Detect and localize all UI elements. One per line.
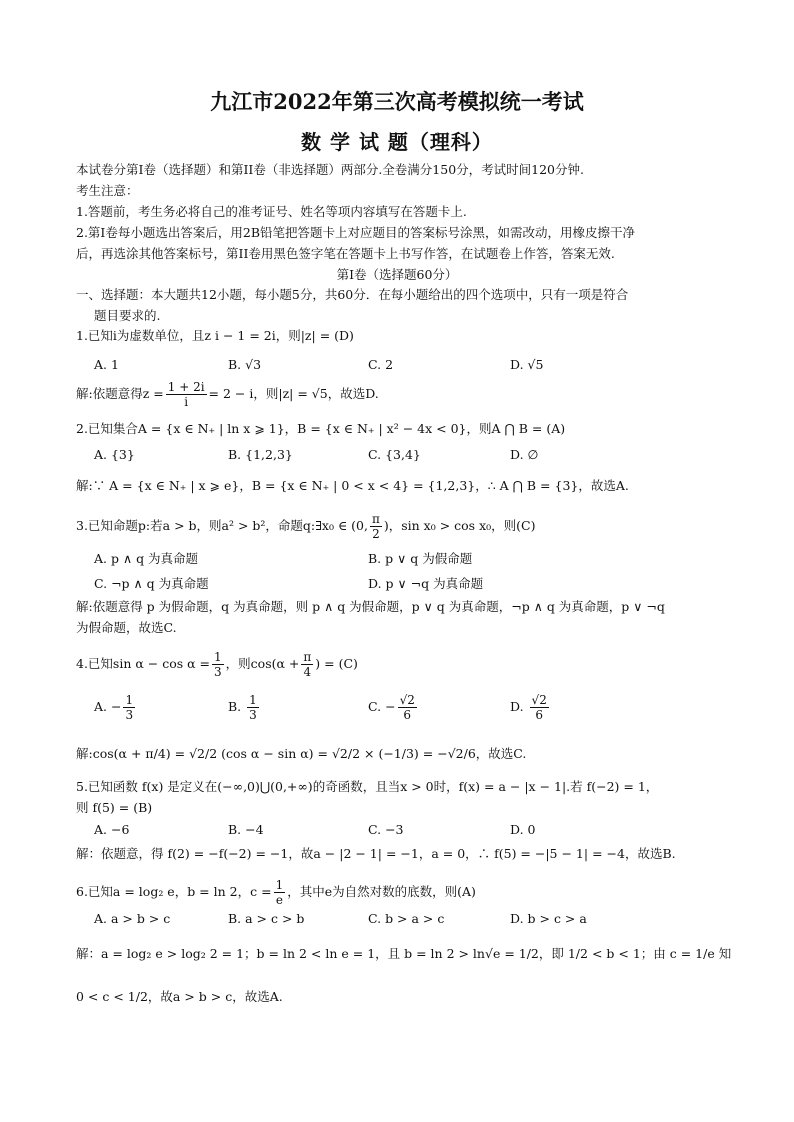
q3-option-d: D. p ∨ ¬q 为真命题 xyxy=(368,576,484,591)
q3-solution-2: 为假命题，故选C. xyxy=(76,620,177,635)
note-2b: 后，再选涂其他答案标号，第II卷用黑色签字笔在答题卡上书写作答，在试题卷上作答，答案无效. xyxy=(76,246,615,261)
q3-stem-numerator: π xyxy=(371,512,380,526)
q4-stem-denominator: 3 xyxy=(214,665,222,679)
q4-option-d-label: D. xyxy=(510,699,524,714)
q6-option-b: B. a > c > b xyxy=(228,911,305,926)
q1-option-b: B. √3 xyxy=(228,357,262,372)
note-1: 1.答题前，考生务必将自己的准考证号、姓名等项内容填写在答题卡上. xyxy=(76,204,467,219)
q6-stem-pre: 6.已知a = log₂ e，b = ln 2，c = xyxy=(76,884,272,899)
q4-stem-mid: ，则cos(α + xyxy=(225,656,300,671)
q6-stem xyxy=(76,878,476,907)
q6-stem-fraction xyxy=(274,878,286,907)
q4-option-b-label: B. xyxy=(228,699,242,714)
q4-stem xyxy=(76,650,358,679)
q6-stem-post: ，其中e为自然对数的底数，则(A) xyxy=(287,884,476,899)
q5-option-a: A. −6 xyxy=(94,822,130,837)
q3-stem-pre: 3.已知命题p:若a > b，则a² > b²，命题q:∃x₀ ∈ (0, xyxy=(76,518,368,533)
q4-option-c-den: 6 xyxy=(403,708,412,722)
q5-solution: 解：依题意，得 f(2) = −f(−2) = −1，故a − |2 − 1| = −1，a = 0，∴ f(5) = −|5 − 1| = −4，故选B. xyxy=(76,846,676,861)
q1-sol-pre: 解:依题意得z = xyxy=(76,386,164,401)
q1-option-c: C. 2 xyxy=(368,357,394,372)
q3-solution-1: 解:依题意得 p 为假命题，q 为真命题，则 p ∧ q 为假命题，p ∨ q 为真命题，¬p ∧ q 为真命题，p ∨ ¬q xyxy=(76,599,665,614)
notice-title: 考生注意： xyxy=(76,183,139,198)
q1-option-d: D. √5 xyxy=(510,357,544,372)
q6-solution-1: 解：a = log₂ e > log₂ 2 = 1；b = ln 2 < ln e = 1，且 b = ln 2 > ln√e = 1/2，即 1/2 < b < 1；由 c = 1/e 知 xyxy=(76,946,732,961)
q1-sol-denominator: i xyxy=(184,395,189,409)
q4-option-a-label: A. xyxy=(94,699,108,714)
q6-stem-numerator: 1 xyxy=(275,878,284,892)
q1-sol-numerator: 1 + 2i xyxy=(167,380,205,394)
q4-option-b-fraction xyxy=(247,693,259,722)
intro-line: 本试卷分第Ⅰ卷（选择题）和第II卷（非选择题）两部分.全卷满分150分，考试时间120分钟. xyxy=(76,162,584,177)
q4-option-c-label: C. xyxy=(368,699,382,714)
q6-option-d: D. b > c > a xyxy=(510,911,587,926)
q4-option-d-den: 6 xyxy=(535,708,543,722)
section-instruction: 一、选择题：本大题共12小题，每小题5分，共60分．在每小题给出的四个选项中，只有一项是符合 xyxy=(76,287,629,302)
q4-option-b-num: 1 xyxy=(249,693,257,707)
q2-option-c: C. {3,4} xyxy=(368,447,421,462)
q4-option-c-sign: − xyxy=(385,699,396,714)
q4-option-c xyxy=(368,693,419,722)
q4-stem-numerator-2: π xyxy=(303,650,312,664)
q6-option-c: C. b > a > c xyxy=(368,911,445,926)
q4-stem-numerator: 1 xyxy=(214,650,222,664)
q6-option-a: A. a > b > c xyxy=(94,911,171,926)
q6-stem-denominator: e xyxy=(275,893,283,907)
q4-option-c-fraction xyxy=(398,693,417,722)
q1-stem: 1.已知i为虚数单位，且z i − 1 = 2i，则|z| = (D) xyxy=(76,328,354,343)
q3-option-c: C. ¬p ∧ q 为真命题 xyxy=(94,576,209,591)
q4-stem-pre: 4.已知sin α − cos α = xyxy=(76,656,211,671)
q3-option-a: A. p ∧ q 为真命题 xyxy=(94,551,199,566)
q5-option-c: C. −3 xyxy=(368,822,404,837)
q4-option-d-fraction xyxy=(530,693,549,722)
q4-solution: 解:cos(α + π/4) = √2/2 (cos α − sin α) = √2/2 × (−1/3) = −√2/6，故选C. xyxy=(76,746,527,761)
q3-stem-fraction xyxy=(370,512,382,541)
section-heading: 第Ⅰ卷（选择题60分） xyxy=(336,267,458,282)
section-instruction-cont: 题目要求的. xyxy=(94,308,161,323)
q4-stem-post: ) = (C) xyxy=(315,656,358,671)
q6-solution-2: 0 < c < 1/2，故a > b > c，故选A. xyxy=(76,989,283,1004)
q5-option-d: D. 0 xyxy=(510,822,536,837)
q4-option-d-num: √2 xyxy=(531,693,547,707)
q4-option-a-num: 1 xyxy=(125,693,134,707)
q2-option-b: B. {1,2,3} xyxy=(228,447,293,462)
q3-stem-post: )，sin x₀ > cos x₀，则(C) xyxy=(383,518,536,533)
q1-sol-fraction xyxy=(166,380,207,409)
q1-sol-post: = 2 − i，则|z| = √5，故选D. xyxy=(208,386,379,401)
q2-solution: 解:∵ A = {x ∈ N₊ | x ⩾ e}，B = {x ∈ N₊ | 0 < x < 4} = {1,2,3}，∴ A ⋂ B = {3}，故选A. xyxy=(76,478,629,493)
q4-stem-fraction-2 xyxy=(301,650,313,679)
q2-option-a: A. {3} xyxy=(94,447,135,462)
q4-option-a-sign: − xyxy=(111,699,122,714)
q4-stem-fraction xyxy=(212,650,224,679)
q4-option-b xyxy=(228,693,261,722)
q5-stem-2: 则 f(5) = (B) xyxy=(76,800,153,815)
q3-stem xyxy=(76,512,535,541)
q4-option-d xyxy=(510,693,551,722)
q4-option-a-den: 3 xyxy=(125,708,134,722)
q4-option-c-num: √2 xyxy=(399,693,415,707)
q4-option-a-fraction xyxy=(123,693,135,722)
q4-option-a xyxy=(94,693,137,722)
q2-option-d: D. ∅ xyxy=(510,447,539,462)
q4-stem-denominator-2: 4 xyxy=(303,665,312,679)
q5-option-b: B. −4 xyxy=(228,822,264,837)
q1-solution xyxy=(76,380,379,409)
q3-option-b: B. p ∨ q 为假命题 xyxy=(368,551,473,566)
q3-stem-denominator: 2 xyxy=(372,527,380,541)
q2-stem: 2.已知集合A = {x ∈ N₊ | ln x ⩾ 1}，B = {x ∈ N₊ | x² − 4x < 0}，则A ⋂ B = (A) xyxy=(76,421,566,436)
exam-title: 九江市2022年第三次高考模拟统一考试 xyxy=(210,89,584,114)
q1-option-a: A. 1 xyxy=(94,357,119,372)
q5-stem-1: 5.已知函数 f(x) 是定义在(−∞,0)⋃(0,+∞)的奇函数，且当x > 0时，f(x) = a − |x − 1|.若 f(−2) = 1， xyxy=(76,779,659,794)
q4-option-b-den: 3 xyxy=(249,708,257,722)
note-2a: 2.第Ⅰ卷每小题选出答案后，用2B铅笔把答题卡上对应题目的答案标号涂黑，如需改动，用橡皮擦干净 xyxy=(76,225,636,240)
exam-subtitle: 数 学 试 题（理科） xyxy=(301,130,493,154)
